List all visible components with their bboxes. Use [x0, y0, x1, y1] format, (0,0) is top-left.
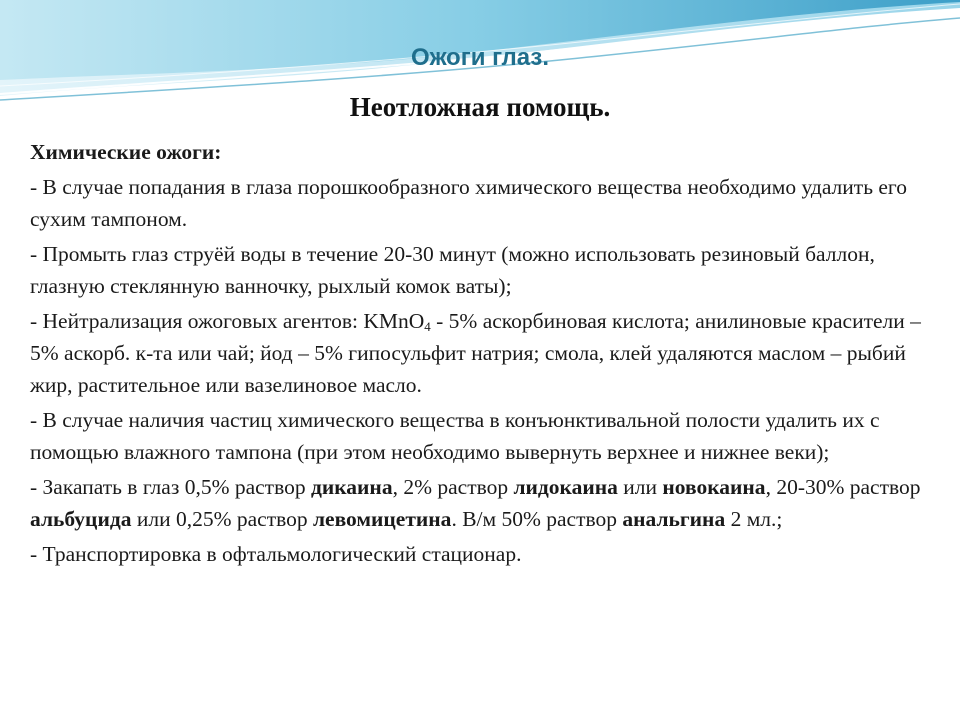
item-text: - Нейтрализация ожоговых агентов: KMnO — [30, 309, 425, 333]
drug-name: новокаина — [662, 475, 766, 499]
drug-name: дикаина — [310, 475, 393, 499]
drug-name: лидокаина — [513, 475, 618, 499]
section-heading: Химические ожоги: — [30, 140, 222, 164]
slide-subtitle: Неотложная помощь. — [349, 92, 611, 122]
list-item: - Промыть глаз струёй воды в течение 20-30 минут (можно использовать резиновый баллон, глазную стеклянную ванночку, рыхлый комок ваты); — [30, 242, 875, 298]
drug-name: альбуцида — [30, 507, 132, 531]
drug-name: левомицетина — [312, 507, 452, 531]
item-text: . В/м 50% раствор — [451, 507, 623, 531]
item-text: или 0,25% раствор — [131, 507, 313, 531]
item-text: 2 мл.; — [725, 507, 783, 531]
slide-title: Ожоги глаз. — [410, 44, 550, 71]
item-text: , 2% раствор — [392, 475, 514, 499]
drug-name: анальгина — [622, 507, 726, 531]
item-text: - Закапать в глаз 0,5% раствор — [30, 475, 311, 499]
list-item: - Транспортировка в офтальмологический стационар. — [30, 542, 522, 566]
subscript: 4 — [424, 319, 431, 334]
item-text: или — [617, 475, 663, 499]
list-item — [30, 305, 935, 401]
slide-body — [30, 136, 935, 573]
item-text: - 5% аскорбиновая кислота; анилиновые красители – 5% аскорб. к-та или чай; йод – 5% гипосульфит натрия; смола, клей удаляются маслом – рыбий жир, растительное или вазелиновое масло. — [30, 309, 921, 397]
list-item: - В случае наличия частиц химического вещества в конъюнктивальной полости удалить их с помощью влажного тампона (при этом необходимо вывернуть верхнее и нижнее веки); — [30, 408, 880, 464]
item-text: , 20-30% раствор — [765, 475, 921, 499]
list-item: - В случае попадания в глаза порошкообразного химического вещества необходимо удалить его сухим тампоном. — [30, 175, 907, 231]
list-item — [30, 471, 935, 535]
